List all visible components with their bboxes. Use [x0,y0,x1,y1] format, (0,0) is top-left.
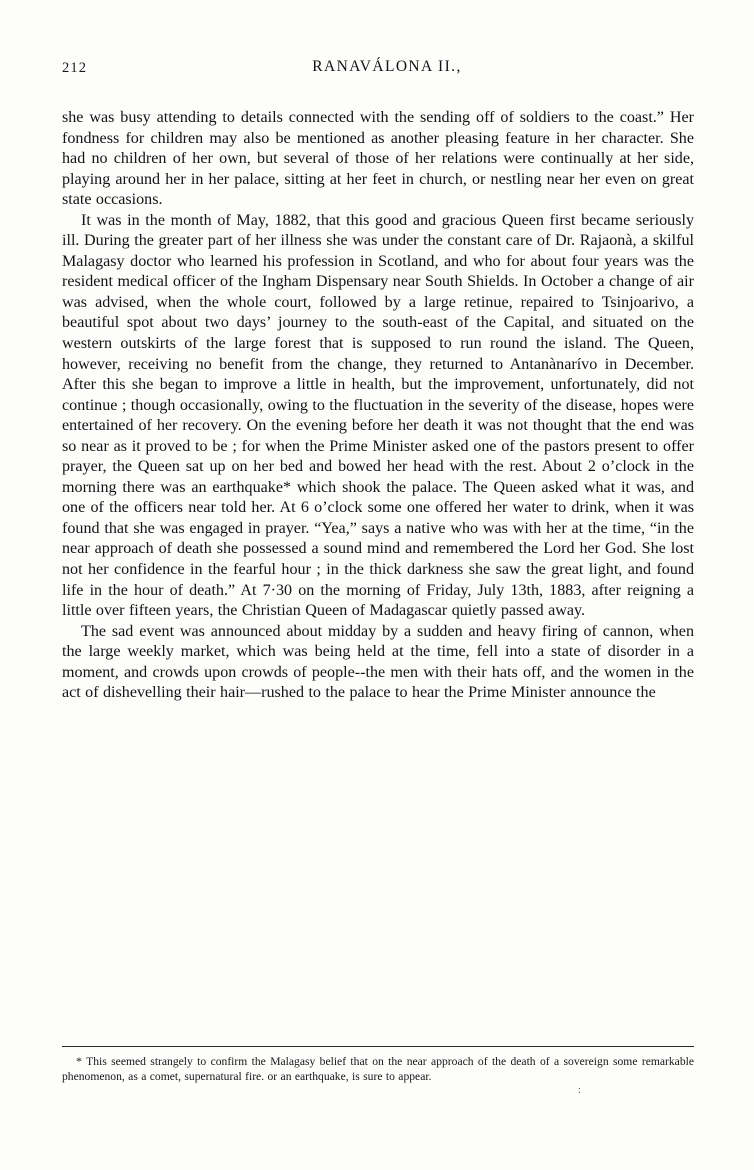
paragraph-2-text-continued: which shook the palace. The Queen asked what it was, and one of the officers near told her. At 6 o’clock some one offered her water to drink, when it was found that she was engaged in prayer. “Yea,” says a native who was with her at the time, “in the near approach of death she possessed a sound mind and remembered the Lord her God. She lost not her confidence in the fearful hour ; in the thick darkness she saw the great light, and found life in the hour of death.” At 7·30 on the morning of Friday, July 13th, 1883, after reigning a little over fifteen years, the Christian Queen of Madagascar quietly passed away. [62,478,694,620]
footnote-reference-marker: * [282,478,292,496]
footnote-paragraph [62,1054,694,1084]
paragraph-3 [62,622,694,704]
running-head [62,58,694,82]
stray-ink-mark: : [578,1085,581,1096]
paragraph-1-text: she was busy attending to details connected with the sending off of soldiers to the coast.” Her fondness for children may also be mentioned as another pleasing feature in her character. She had no children of her own, but several of those of her relations were continually at her side, playing around her in her palace, sitting at her feet in church, or nestling near her even on great state occasions. [62,109,694,209]
footnote-body-text: This seemed strangely to confirm the Malagasy belief that on the near approach of the death of a sovereign some remarkable phenomenon, as a comet, supernatural fire. or an earthquake, is sure to appear. [62,1055,694,1084]
paragraph-2-text: It was in the month of May, 1882, that this good and gracious Queen first became seriously ill. During the greater part of her illness she was under the constant care of Dr. Rajaonà, a skilful Malagasy doctor who learned his profession in Scotland, and who for about four years was the resident medical officer of the Ingham Dispensary near South Shields. In October a change of air was advised, when the whole court, followed by a large retinue, repaired to Tsinjoarivo, a beautiful spot about two days’ journey to the south-east of the Capital, and situated on the western outskirts of the large forest that is supposed to run round the island. The Queen, however, receiving no benefit from the change, they returned to Antanànarívo in December. After this she began to improve a little in health, but the improvement, unfortunately, did not continue ; though occasionally, owing to the fluctuation in the severity of the disease, hopes were entertained of her recovery. On the evening before her death it was not thought that the end was so near as it proved to be ; for when the Prime Minister asked one of the pastors present to offer prayer, the Queen sat up on her bed and bowed her head with the rest. About 2 o’clock in the morning there was an earthquake [62,211,694,496]
paragraph-3-text: The sad event was announced about midday by a sudden and heavy firing of cannon, when the large weekly market, which was being held at the time, fell into a state of disorder in a moment, and crowds upon crowds of people--the men with their hats off, and the women in the act of dishevelling their hair—rushed to the palace to hear the Prime Minister announce the [62,622,694,702]
paragraph-1 [62,108,694,211]
footnote-marker: * [76,1054,82,1068]
paragraph-2 [62,211,694,622]
footnote-separator-rule [62,1046,694,1047]
running-head-title: RANAVÁLONA II., [312,58,462,75]
footnote-block [62,1054,694,1084]
body-text-column [62,108,694,704]
page-number: 212 [62,60,88,76]
